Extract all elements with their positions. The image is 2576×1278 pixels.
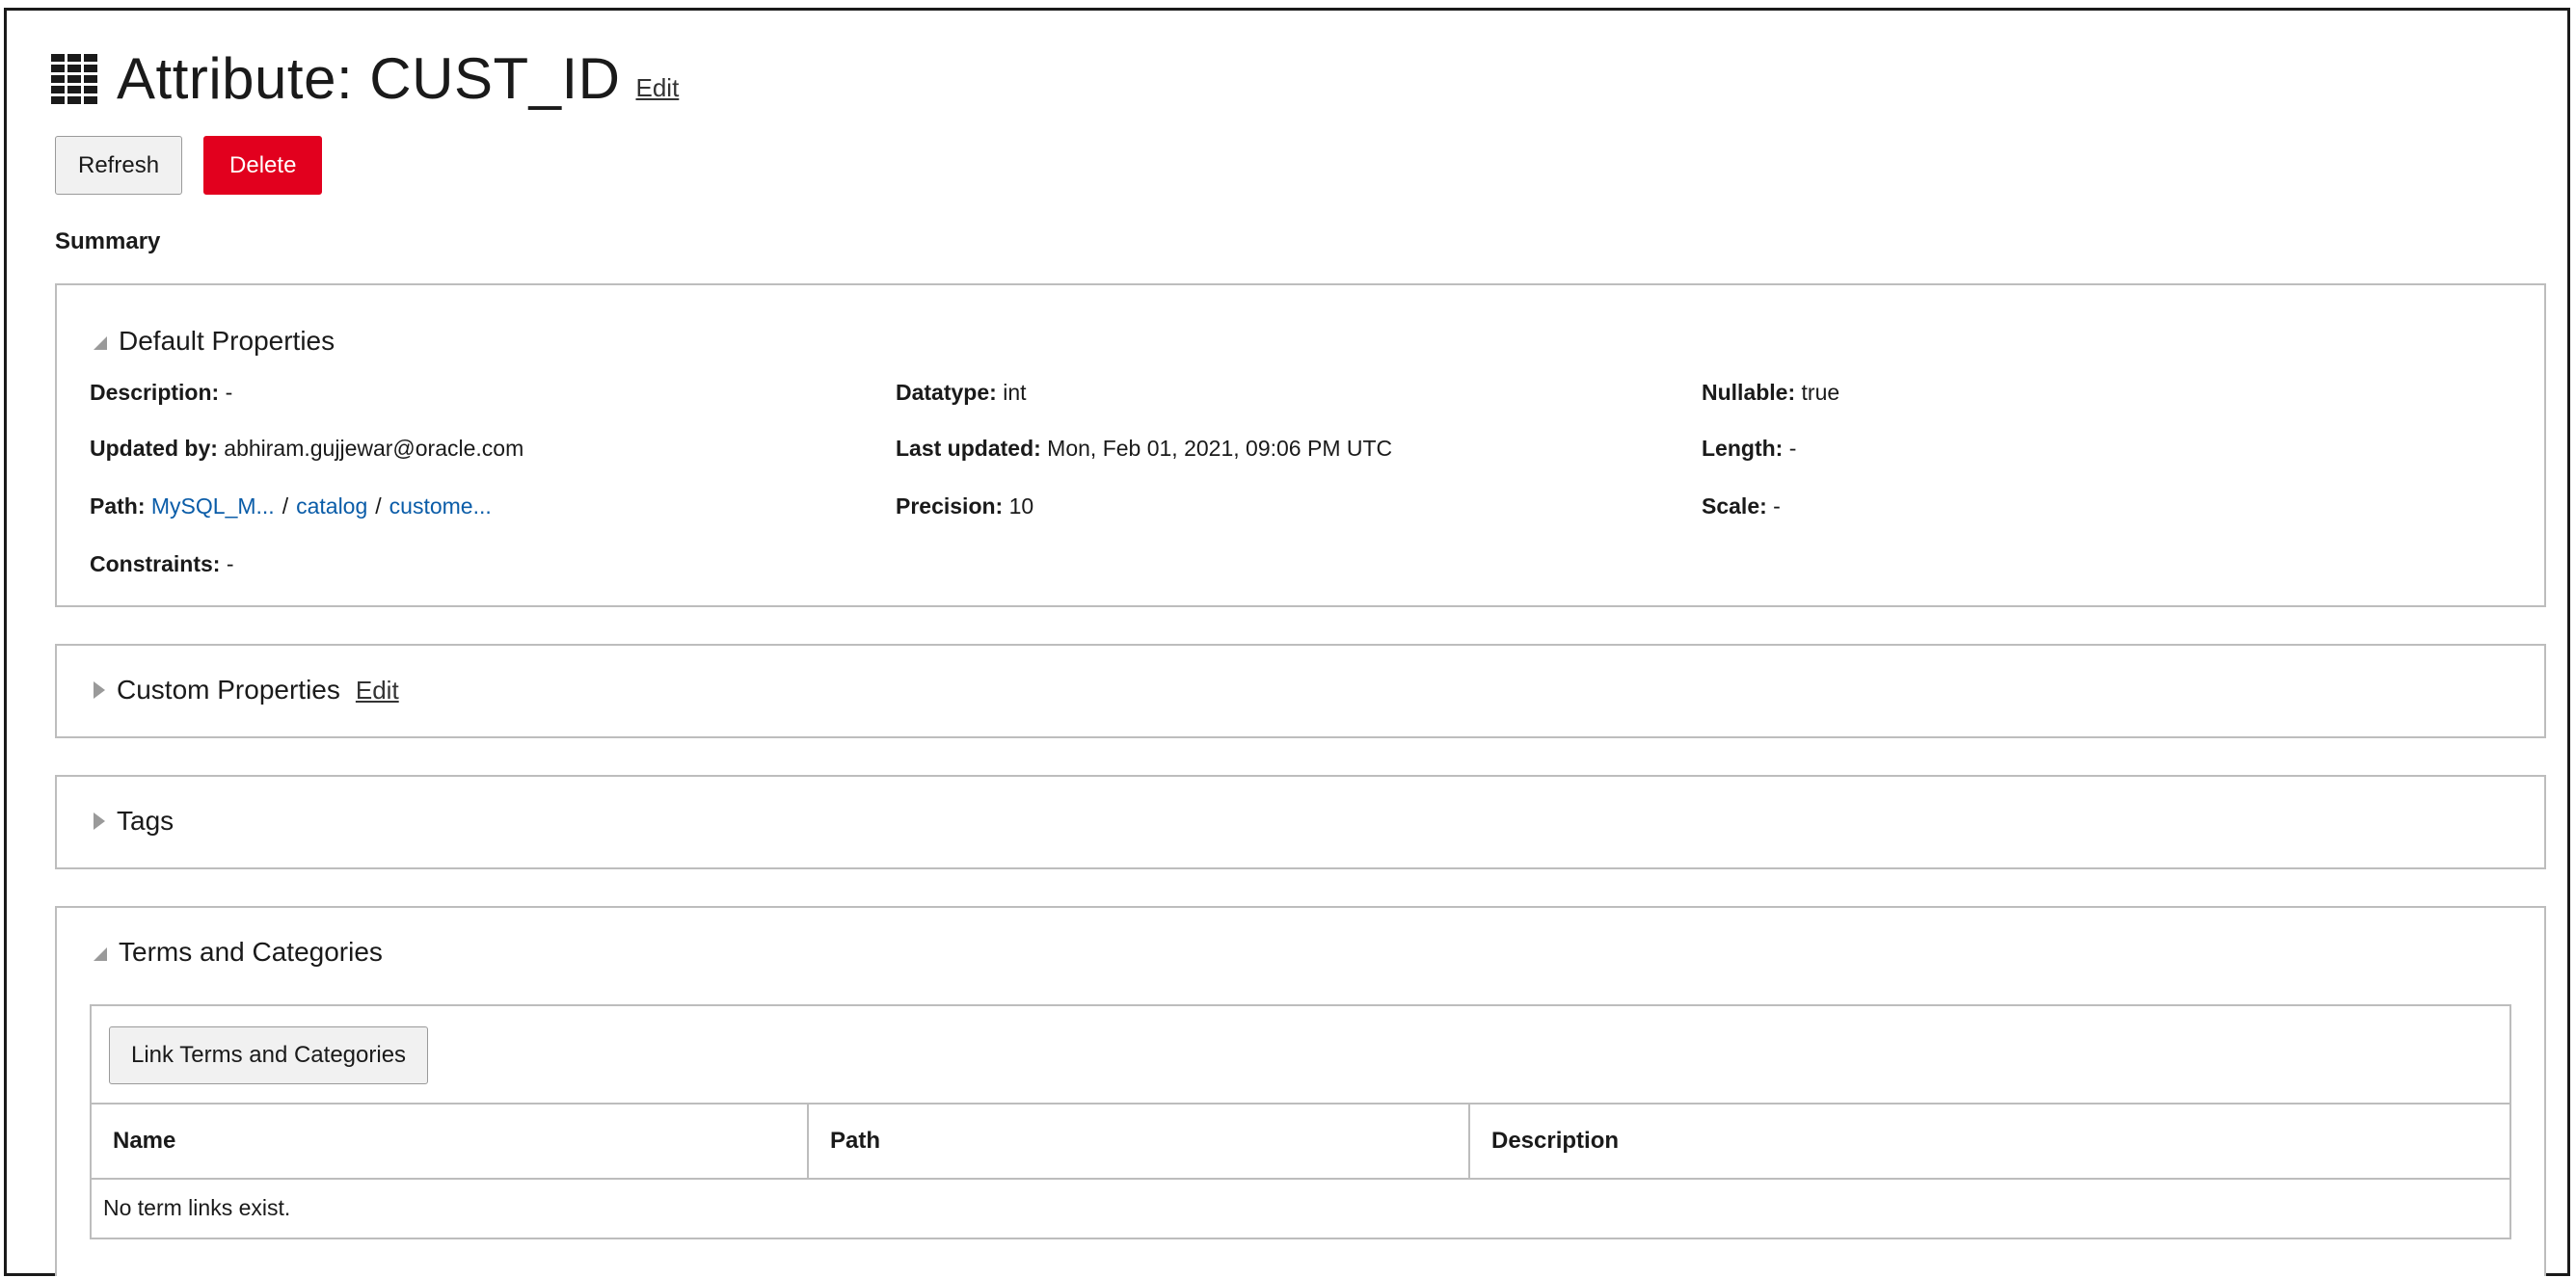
precision-property (896, 493, 1033, 519)
description-property (90, 380, 232, 406)
page-frame (4, 8, 2570, 1276)
terms-table-container (90, 1004, 2511, 1239)
custom-properties-toggle[interactable] (94, 675, 399, 706)
nullable-property (1702, 380, 1839, 406)
path-label: Path: (90, 493, 146, 519)
column-header-name[interactable]: Name (92, 1105, 809, 1178)
delete-button[interactable]: Delete (203, 136, 322, 195)
default-properties-panel (55, 283, 2546, 607)
datatype-label: Datatype: (896, 380, 997, 405)
last-updated-value: Mon, Feb 01, 2021, 09:06 PM UTC (1047, 436, 1393, 461)
tags-panel (55, 775, 2546, 869)
scale-label: Scale: (1702, 493, 1767, 519)
page-header (51, 45, 679, 113)
column-header-path[interactable]: Path (809, 1105, 1470, 1178)
constraints-property (90, 551, 234, 577)
path-link-catalog[interactable]: catalog (296, 493, 368, 519)
terms-table-header (92, 1105, 2509, 1180)
tags-toggle[interactable] (94, 806, 174, 837)
length-property (1702, 436, 1796, 462)
last-updated-property (896, 436, 1392, 462)
description-label: Description: (90, 380, 220, 405)
constraints-value: - (226, 551, 234, 576)
path-link-mysql[interactable]: MySQL_M... (150, 493, 275, 519)
terms-categories-toggle[interactable] (94, 937, 383, 968)
title-edit-link[interactable]: Edit (635, 73, 680, 102)
length-value: - (1788, 436, 1797, 461)
path-link-customer[interactable]: custome... (389, 493, 492, 519)
last-updated-label: Last updated: (896, 436, 1041, 461)
default-properties-title: Default Properties (119, 326, 335, 356)
custom-properties-title: Custom Properties (117, 675, 340, 705)
path-separator: / (375, 493, 382, 519)
collapse-triangle-icon (94, 336, 107, 350)
terms-empty-message: No term links exist. (103, 1195, 291, 1220)
summary-heading: Summary (55, 228, 161, 254)
terms-table-toolbar (92, 1006, 2509, 1105)
length-label: Length: (1702, 436, 1784, 461)
default-properties-toggle[interactable] (94, 326, 335, 357)
scale-property (1702, 493, 1781, 519)
collapse-triangle-icon (94, 947, 107, 961)
expand-triangle-icon (94, 681, 105, 699)
refresh-button[interactable]: Refresh (55, 136, 182, 195)
tags-title: Tags (117, 806, 174, 836)
custom-properties-edit-link[interactable]: Edit (355, 675, 399, 705)
scale-value: - (1773, 493, 1781, 519)
path-separator: / (282, 493, 289, 519)
constraints-label: Constraints: (90, 551, 221, 576)
updated-by-value: abhiram.gujjewar@oracle.com (224, 436, 524, 461)
link-terms-button[interactable]: Link Terms and Categories (109, 1026, 428, 1084)
expand-triangle-icon (94, 812, 105, 830)
datatype-property (896, 380, 1027, 406)
description-value: - (225, 380, 233, 405)
terms-categories-panel (55, 906, 2546, 1276)
action-toolbar (55, 136, 322, 195)
nullable-label: Nullable: (1702, 380, 1796, 405)
precision-value: 10 (1008, 493, 1034, 519)
terms-categories-title: Terms and Categories (119, 937, 383, 967)
nullable-value: true (1801, 380, 1840, 405)
column-header-description[interactable]: Description (1491, 1128, 1620, 1154)
updated-by-label: Updated by: (90, 436, 218, 461)
page-title: Attribute: CUST_ID (117, 46, 621, 111)
table-icon (51, 54, 99, 104)
custom-properties-panel (55, 644, 2546, 738)
datatype-value: int (1003, 380, 1027, 405)
updated-by-property (90, 436, 523, 462)
precision-label: Precision: (896, 493, 1004, 519)
path-property (90, 493, 492, 519)
